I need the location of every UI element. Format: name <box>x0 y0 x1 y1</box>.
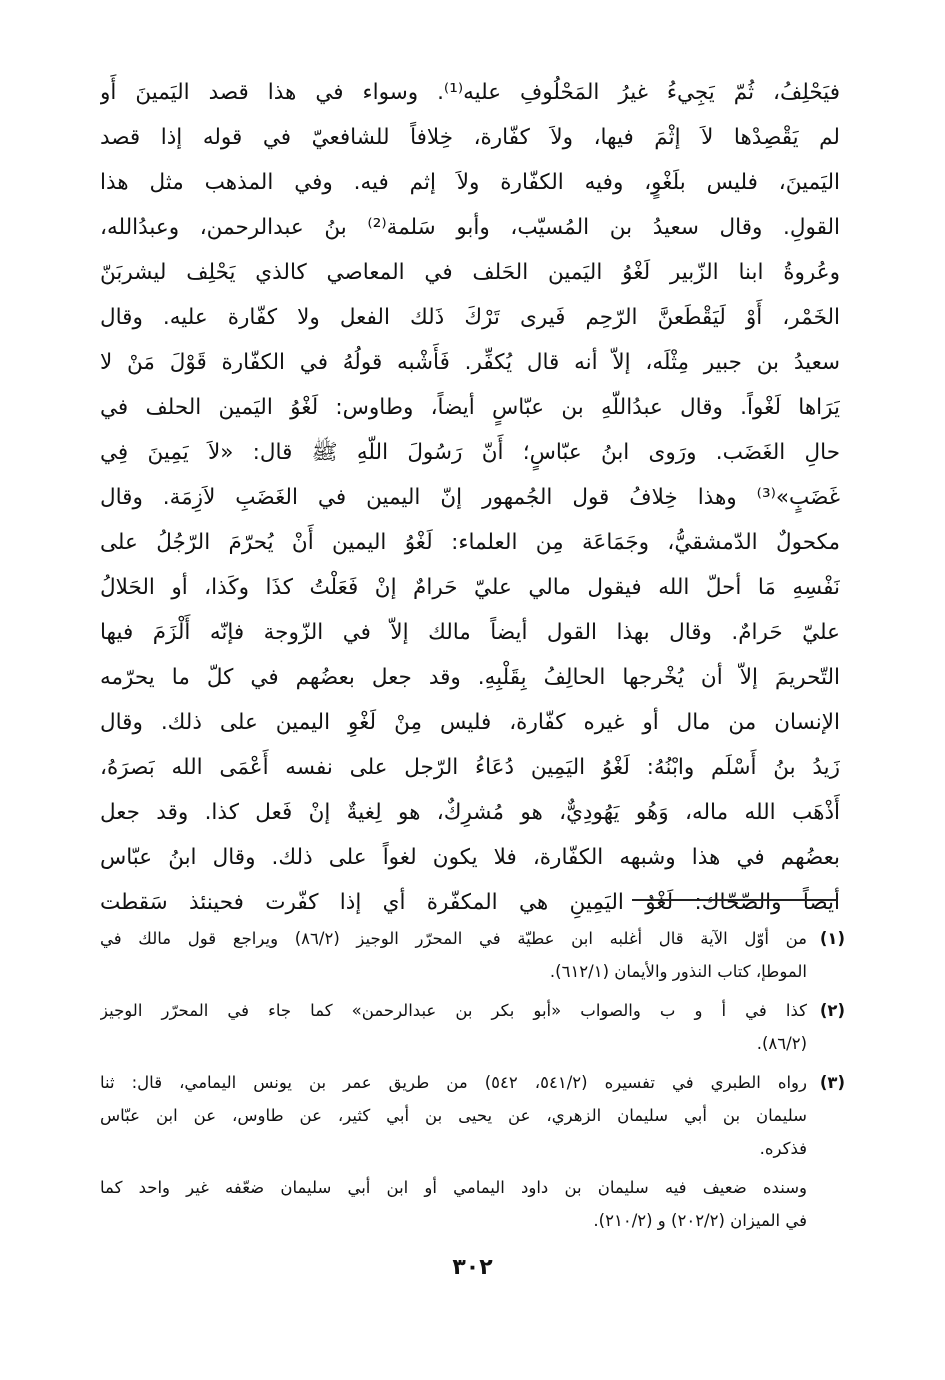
text-line: وعُروةُ ابنا الزّبير لَغْوُ اليَمين الحَلف في المعاصي كالذي يَحْلِف ليشربَنّ <box>100 260 840 285</box>
text-line: الإنسان من مال أو غيره كفّارة، فليس مِنْ لَغْوِ اليمين على ذلك. وقال <box>100 710 840 735</box>
footnote-body <box>100 922 807 988</box>
text-line: القولِ. وقال سعيدُ بن المُسيّب، وأبو سَلمة⁽²⁾ بنُ عبدالرحمن، وعبدُالله، <box>100 215 840 240</box>
text-line: الخَمْر، أَوْ لَيَقْطَعنَّ الرّحِم فَيرى تَرْكَ ذَلك الفعل ولا كفّارة عليه. وقال <box>100 305 840 330</box>
footnote-line: في الميزان (٢٠٢/٢) و (٢١٠/٢). <box>593 1211 807 1230</box>
footnote-line: كذا في أ و ب والصواب «أبو بكر بن عبدالرحمن» كما جاء في المحرّر الوجيز <box>100 1001 807 1020</box>
text-line: يَرَاها لَغْواً. وقال عبدُاللّهِ بن عبّاسٍ أيضاً، وطاوس: لَغْوُ اليَمين الحلف في <box>100 395 840 420</box>
text-line: عليّ حَرامٌ. وقال بهذا القول أيضاً مالك إلاّ في الزّوجة فإنّه أَلْزَمَ فيها <box>100 620 840 645</box>
text-line: أيضاً والضّحّاك: لَغْوُ اليَمِينِ هي المكفّرة أي إذا كفّرت فحينئذ سَقطت <box>100 890 840 915</box>
footnote-3-continuation <box>100 1171 807 1237</box>
main-text-block <box>100 70 840 925</box>
footnote-number: (١) <box>819 929 845 948</box>
text-line: زَيدُ بنُ أَسْلَم وابْنُهُ: لَغْوُ اليَمِين دُعَاءُ الرّجل على نفسه أَعْمَى الله بَصرَهُ، <box>100 755 840 780</box>
footnotes-block <box>100 922 845 1237</box>
footnote-number: (٢) <box>819 1001 845 1020</box>
footnote-body <box>100 1066 807 1165</box>
footnote-line: فذكره. <box>759 1139 807 1158</box>
text-line: أَذْهَب الله ماله، وَهُو يَهُودِيٌّ، هو مُشرِكٌ، هو لِغيةٌ إنْ فَعل كذا. وقد جعل <box>100 800 840 825</box>
footnote-line: وسنده ضعيف فيه سليمان بن داود اليمامي أو ابن أبي سليمان ضعّفه غير واحد كما <box>100 1178 807 1197</box>
footnote-line: سليمان بن أبي سليمان الزهري، عن يحيى بن أبي كثير، عن طاوس، عن ابن عبّاس <box>100 1106 807 1125</box>
text-line: غَضَبٍ»⁽³⁾ وهذا خِلافُ قول الجُمهور إنّ اليمين في الغَضَبِ لاَزِمَة. وقال <box>100 485 840 510</box>
footnote-line: الموطإ، كتاب النذور والأيمان (٦١٢/١). <box>549 962 807 981</box>
page-number: ٣٠٢ <box>452 1255 493 1280</box>
text-line: فيَحْلِفُ، ثُمّ يَجِيءُ غيرُ المَحْلُوفِ عليه⁽¹⁾. وسواء في هذا قصد اليَمينَ أَو <box>100 80 840 105</box>
footnote-3 <box>100 1066 845 1165</box>
footnote-line: (٨٦/٢). <box>756 1034 807 1053</box>
text-line: نَفْسِهِ مَا أحلّ الله فيقول مالي عليّ حَرامٌ إنْ فَعَلْتُ كذَا وكَذا، أو الحَلالُ <box>100 575 840 600</box>
text-line: لم يَقْصِدْها لاَ إثْمَ فيها، ولاَ كفّارة، خِلافاً للشافعيّ في قوله إذا قصد <box>100 125 840 150</box>
footnote-number: (٣) <box>819 1073 845 1092</box>
text-line: التّحريمَ إلاّ أن يُخْرجها الحالِفُ بِقَلْبِهِ. وقد جعل بعضُهم في كلّ ما يحرّمه <box>100 665 840 690</box>
footnote-body <box>100 994 807 1060</box>
footnote-separator <box>632 899 838 901</box>
text-line: اليَمينَ، فليس بلَغْوٍ، وفيه الكفّارة ولاَ إثم فيه. وفي المذهب مثل هذا <box>100 170 840 195</box>
text-line: سعيدُ بن جبير مِثْلَه، إلاّ أنه قال يُكفِّر. فَأَشْبه قولُهُ في الكفّارة قَوْلَ مَنْ لا <box>100 350 840 375</box>
text-line: بعضُهم في هذا وشبهه الكفّارة، فلا يكون لغواً على ذلك. وقال ابنُ عبّاس <box>100 845 840 870</box>
footnote-1 <box>100 922 845 988</box>
footnote-line: من أوّل الآية قال أغلبه ابن عطيّة في المحرّر الوجيز (٨٦/٢) ويراجع قول مالك في <box>100 929 807 948</box>
footnote-2 <box>100 994 845 1060</box>
footnote-line: رواه الطبري في تفسيره (٥٤١/٢، ٥٤٢) من طريق عمر بن يونس اليمامي، قال: ثنا <box>100 1073 807 1092</box>
text-line: مكحولٌ الدّمشقيُّ، وجَمَاعَة مِن العلماء: لَغْوُ اليمين أَنْ يُحرّمَ الرّجُلُ على <box>100 530 840 555</box>
text-line: حالِ الغَضَب. ورَوى ابنُ عبّاسٍ؛ أَنّ رَسُولَ اللّهِ ﷺ قال: «لاَ يَمِينَ فِي <box>100 440 840 465</box>
